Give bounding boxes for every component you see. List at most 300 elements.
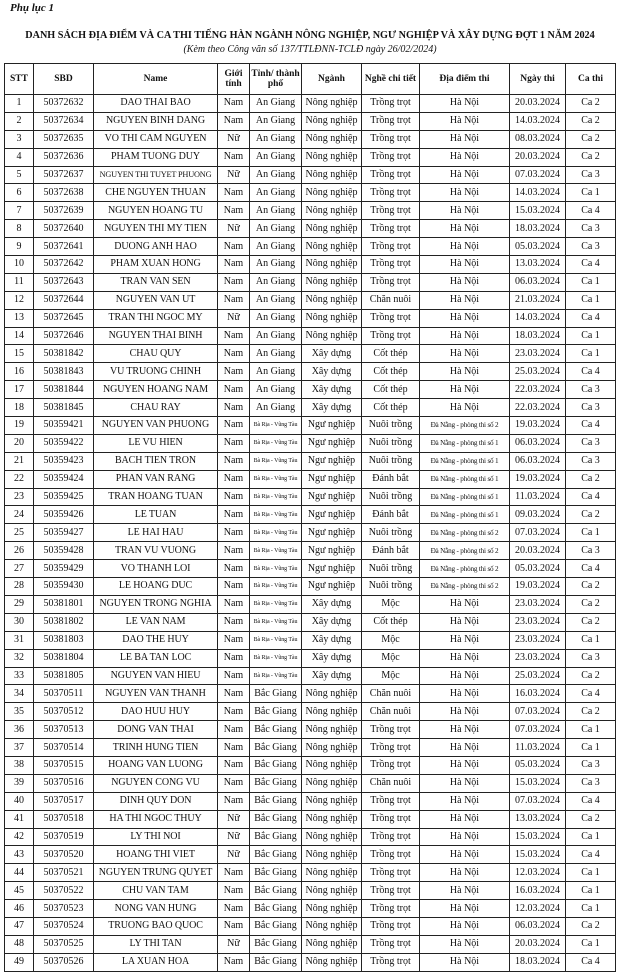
cell-sbd: 50372635 [34,130,94,148]
table-row [5,917,616,935]
cell-province: An Giang [250,399,302,417]
cell-sbd: 50370517 [34,792,94,810]
cell-exam-shift: Ca 3 [566,774,616,792]
cell-stt: 30 [5,613,34,631]
cell-stt: 42 [5,828,34,846]
cell-province: Bắc Giang [250,900,302,918]
cell-exam-shift: Ca 1 [566,864,616,882]
table-row [5,900,616,918]
cell-name: LY THI TAN [94,935,218,953]
cell-sector: Nông nghiệp [302,935,362,953]
cell-exam-date: 14.03.2024 [510,112,566,130]
cell-gender: Nam [218,917,250,935]
cell-name: TRUONG BAO QUOC [94,917,218,935]
cell-sector: Ngư nghiệp [302,488,362,506]
cell-stt: 17 [5,381,34,399]
header-province: Tỉnh/ thành phố [250,64,302,95]
header-exam-date: Ngày thi [510,64,566,95]
table-row [5,434,616,452]
cell-province: An Giang [250,202,302,220]
cell-occupation: Trồng trọt [362,917,420,935]
cell-occupation: Nuôi trồng [362,417,420,435]
table-row [5,542,616,560]
document-title: DANH SÁCH ĐỊA ĐIỂM VÀ CA THI TIẾNG HÀN NGÀNH NÔNG NGHIỆP, NGƯ NGHIỆP VÀ XÂY DỰNG ĐỢT 1 NĂM 2024 [25,30,595,41]
cell-exam-shift: Ca 2 [566,917,616,935]
cell-gender: Nam [218,327,250,345]
cell-name: NONG VAN HUNG [94,900,218,918]
cell-exam-shift: Ca 3 [566,399,616,417]
cell-exam-date: 16.03.2024 [510,882,566,900]
table-row [5,792,616,810]
cell-exam-location: Hà Nội [420,95,510,113]
cell-exam-date: 08.03.2024 [510,130,566,148]
cell-stt: 19 [5,417,34,435]
document-subtitle: (Kèm theo Công văn số 137/TTLĐNN-TCLĐ ngày 26/02/2024) [183,44,437,55]
cell-sbd: 50372642 [34,256,94,274]
cell-sbd: 50370524 [34,917,94,935]
cell-name: LE TUAN [94,506,218,524]
table-row [5,828,616,846]
cell-province: An Giang [250,148,302,166]
cell-gender: Nam [218,434,250,452]
cell-exam-location: Hà Nội [420,667,510,685]
cell-occupation: Trồng trọt [362,810,420,828]
cell-sector: Ngư nghiệp [302,506,362,524]
cell-occupation: Đánh bắt [362,506,420,524]
table-row [5,363,616,381]
cell-province: Bà Rịa - Vũng Tàu [250,470,302,488]
cell-sbd: 50381802 [34,613,94,631]
cell-gender: Nam [218,184,250,202]
cell-exam-date: 07.03.2024 [510,166,566,184]
cell-exam-shift: Ca 4 [566,685,616,703]
cell-province: Bắc Giang [250,721,302,739]
cell-gender: Nữ [218,130,250,148]
cell-occupation: Trồng trọt [362,756,420,774]
cell-gender: Nam [218,291,250,309]
cell-exam-date: 19.03.2024 [510,470,566,488]
cell-name: VO THANH LOI [94,560,218,578]
cell-stt: 31 [5,631,34,649]
cell-stt: 25 [5,524,34,542]
cell-stt: 11 [5,273,34,291]
cell-exam-shift: Ca 1 [566,721,616,739]
cell-gender: Nam [218,667,250,685]
cell-province: Bà Rịa - Vũng Tàu [250,542,302,560]
cell-sector: Nông nghiệp [302,756,362,774]
cell-gender: Nữ [218,846,250,864]
cell-stt: 15 [5,345,34,363]
table-row [5,220,616,238]
header-occupation: Nghề chi tiết [362,64,420,95]
cell-gender: Nam [218,112,250,130]
table-row [5,291,616,309]
cell-occupation: Trồng trọt [362,846,420,864]
cell-exam-shift: Ca 4 [566,309,616,327]
cell-sbd: 50381844 [34,381,94,399]
cell-province: Bắc Giang [250,953,302,971]
cell-sector: Nông nghiệp [302,774,362,792]
cell-sector: Ngư nghiệp [302,452,362,470]
cell-exam-date: 12.03.2024 [510,864,566,882]
cell-sector: Xây dựng [302,345,362,363]
cell-exam-date: 25.03.2024 [510,667,566,685]
cell-stt: 36 [5,721,34,739]
cell-exam-shift: Ca 2 [566,112,616,130]
table-row [5,756,616,774]
cell-occupation: Trồng trọt [362,202,420,220]
appendix-label: Phụ lục 1 [10,2,55,14]
cell-province: Bắc Giang [250,703,302,721]
cell-stt: 35 [5,703,34,721]
cell-stt: 44 [5,864,34,882]
cell-name: NGUYEN BINH DANG [94,112,218,130]
cell-exam-location: Hà Nội [420,792,510,810]
cell-exam-location: Hà Nội [420,631,510,649]
cell-exam-location: Hà Nội [420,864,510,882]
table-row [5,452,616,470]
cell-gender: Nam [218,721,250,739]
table-row [5,488,616,506]
cell-exam-location: Đà Nẵng - phòng thi số 1 [420,506,510,524]
cell-exam-shift: Ca 2 [566,810,616,828]
cell-province: Bắc Giang [250,846,302,864]
cell-exam-shift: Ca 1 [566,739,616,757]
cell-sector: Nông nghiệp [302,721,362,739]
cell-occupation: Chăn nuôi [362,291,420,309]
cell-exam-date: 12.03.2024 [510,900,566,918]
cell-exam-date: 18.03.2024 [510,327,566,345]
cell-name: VU TRUONG CHINH [94,363,218,381]
cell-sector: Ngư nghiệp [302,470,362,488]
cell-sbd: 50372632 [34,95,94,113]
cell-province: Bà Rịa - Vũng Tàu [250,649,302,667]
table-row [5,864,616,882]
table-row [5,649,616,667]
cell-sbd: 50372646 [34,327,94,345]
cell-province: An Giang [250,220,302,238]
cell-gender: Nam [218,685,250,703]
cell-exam-shift: Ca 3 [566,542,616,560]
cell-stt: 6 [5,184,34,202]
cell-occupation: Trồng trọt [362,721,420,739]
cell-exam-shift: Ca 4 [566,953,616,971]
cell-exam-date: 21.03.2024 [510,291,566,309]
cell-exam-location: Hà Nội [420,721,510,739]
cell-stt: 27 [5,560,34,578]
cell-gender: Nam [218,202,250,220]
cell-gender: Nam [218,882,250,900]
cell-sector: Nông nghiệp [302,202,362,220]
cell-province: Bà Rịa - Vũng Tàu [250,578,302,596]
cell-occupation: Chăn nuôi [362,703,420,721]
cell-gender: Nam [218,792,250,810]
cell-exam-location: Hà Nội [420,273,510,291]
cell-name: CHE NGUYEN THUAN [94,184,218,202]
cell-sbd: 50370522 [34,882,94,900]
cell-exam-date: 07.03.2024 [510,703,566,721]
table-row [5,685,616,703]
cell-exam-date: 06.03.2024 [510,452,566,470]
cell-gender: Nam [218,613,250,631]
cell-exam-date: 23.03.2024 [510,613,566,631]
cell-occupation: Trồng trọt [362,828,420,846]
cell-gender: Nam [218,595,250,613]
cell-occupation: Trồng trọt [362,935,420,953]
cell-exam-shift: Ca 4 [566,488,616,506]
cell-name: LE VAN NAM [94,613,218,631]
cell-occupation: Mộc [362,667,420,685]
cell-stt: 16 [5,363,34,381]
cell-exam-location: Hà Nội [420,935,510,953]
cell-exam-shift: Ca 1 [566,935,616,953]
cell-occupation: Trồng trọt [362,739,420,757]
cell-name: NGUYEN HOANG NAM [94,381,218,399]
cell-sector: Nông nghiệp [302,238,362,256]
cell-sector: Nông nghiệp [302,148,362,166]
cell-name: TRINH HUNG TIEN [94,739,218,757]
cell-occupation: Trồng trọt [362,273,420,291]
cell-exam-location: Đà Nẵng - phòng thi số 2 [420,524,510,542]
cell-exam-shift: Ca 1 [566,327,616,345]
cell-name: NGUYEN VAN UT [94,291,218,309]
cell-name: TRAN HOANG TUAN [94,488,218,506]
table-row [5,524,616,542]
cell-occupation: Trồng trọt [362,864,420,882]
cell-occupation: Cốt thép [362,613,420,631]
cell-province: An Giang [250,238,302,256]
cell-exam-location: Hà Nội [420,882,510,900]
header-exam-location: Địa điểm thi [420,64,510,95]
cell-province: Bắc Giang [250,935,302,953]
cell-name: NGUYEN TRONG NGHIA [94,595,218,613]
cell-gender: Nam [218,417,250,435]
cell-occupation: Trồng trọt [362,184,420,202]
cell-name: DUONG ANH HAO [94,238,218,256]
cell-exam-shift: Ca 2 [566,613,616,631]
cell-stt: 12 [5,291,34,309]
cell-province: Bắc Giang [250,756,302,774]
cell-exam-date: 05.03.2024 [510,238,566,256]
table-row [5,613,616,631]
cell-stt: 21 [5,452,34,470]
cell-province: Bà Rịa - Vũng Tàu [250,488,302,506]
cell-sbd: 50359425 [34,488,94,506]
cell-exam-shift: Ca 4 [566,846,616,864]
cell-sbd: 50359429 [34,560,94,578]
cell-exam-location: Đà Nẵng - phòng thi số 1 [420,488,510,506]
cell-sbd: 50381845 [34,399,94,417]
cell-name: NGUYEN VAN PHUONG [94,417,218,435]
cell-name: NGUYEN VAN THANH [94,685,218,703]
cell-occupation: Nuôi trồng [362,488,420,506]
cell-sbd: 50359422 [34,434,94,452]
cell-stt: 26 [5,542,34,560]
cell-stt: 20 [5,434,34,452]
table-row [5,112,616,130]
cell-sector: Ngư nghiệp [302,524,362,542]
cell-province: An Giang [250,309,302,327]
table-row [5,184,616,202]
cell-exam-location: Đà Nẵng - phòng thi số 1 [420,470,510,488]
cell-sbd: 50372640 [34,220,94,238]
table-row [5,273,616,291]
table-row [5,703,616,721]
cell-exam-date: 14.03.2024 [510,184,566,202]
cell-exam-shift: Ca 2 [566,506,616,524]
cell-province: Bắc Giang [250,810,302,828]
cell-gender: Nam [218,703,250,721]
cell-gender: Nam [218,864,250,882]
cell-occupation: Cốt thép [362,345,420,363]
cell-name: NGUYEN CONG VU [94,774,218,792]
cell-exam-location: Hà Nội [420,291,510,309]
table-row [5,846,616,864]
cell-sbd: 50359424 [34,470,94,488]
cell-province: Bắc Giang [250,685,302,703]
cell-sector: Nông nghiệp [302,256,362,274]
cell-stt: 8 [5,220,34,238]
table-row [5,148,616,166]
cell-sbd: 50381804 [34,649,94,667]
cell-name: DAO THAI BAO [94,95,218,113]
cell-gender: Nam [218,345,250,363]
cell-exam-date: 19.03.2024 [510,578,566,596]
cell-sbd: 50372645 [34,309,94,327]
cell-exam-date: 09.03.2024 [510,506,566,524]
cell-exam-shift: Ca 2 [566,667,616,685]
cell-exam-shift: Ca 1 [566,882,616,900]
table-row [5,810,616,828]
cell-gender: Nam [218,273,250,291]
cell-occupation: Trồng trọt [362,327,420,345]
cell-gender: Nam [218,452,250,470]
cell-occupation: Mộc [362,631,420,649]
cell-exam-location: Đà Nẵng - phòng thi số 2 [420,542,510,560]
cell-occupation: Trồng trọt [362,953,420,971]
cell-sbd: 50359423 [34,452,94,470]
header-exam-shift: Ca thi [566,64,616,95]
cell-exam-location: Hà Nội [420,703,510,721]
cell-exam-date: 07.03.2024 [510,524,566,542]
cell-gender: Nam [218,381,250,399]
cell-occupation: Trồng trọt [362,220,420,238]
cell-sbd: 50381805 [34,667,94,685]
cell-sector: Xây dựng [302,595,362,613]
cell-name: NGUYEN THAI BINH [94,327,218,345]
cell-stt: 23 [5,488,34,506]
cell-name: LY THI NOI [94,828,218,846]
cell-exam-location: Hà Nội [420,953,510,971]
cell-exam-date: 25.03.2024 [510,363,566,381]
cell-gender: Nam [218,95,250,113]
table-row [5,935,616,953]
cell-exam-shift: Ca 3 [566,166,616,184]
cell-gender: Nam [218,256,250,274]
cell-sbd: 50381843 [34,363,94,381]
cell-exam-shift: Ca 3 [566,238,616,256]
cell-sector: Nông nghiệp [302,291,362,309]
cell-exam-date: 22.03.2024 [510,399,566,417]
cell-exam-date: 05.03.2024 [510,560,566,578]
table-row [5,95,616,113]
cell-exam-shift: Ca 3 [566,220,616,238]
cell-gender: Nữ [218,309,250,327]
cell-stt: 24 [5,506,34,524]
cell-stt: 34 [5,685,34,703]
cell-province: An Giang [250,184,302,202]
cell-province: Bà Rịa - Vũng Tàu [250,595,302,613]
cell-exam-shift: Ca 1 [566,828,616,846]
cell-exam-location: Hà Nội [420,649,510,667]
table-row [5,309,616,327]
table-row [5,470,616,488]
cell-gender: Nam [218,470,250,488]
cell-exam-location: Hà Nội [420,810,510,828]
cell-sector: Nông nghiệp [302,685,362,703]
cell-province: An Giang [250,112,302,130]
cell-sbd: 50370518 [34,810,94,828]
cell-gender: Nam [218,900,250,918]
cell-sector: Ngư nghiệp [302,560,362,578]
cell-stt: 43 [5,846,34,864]
cell-occupation: Nuôi trồng [362,560,420,578]
cell-name: TRAN THI NGOC MY [94,309,218,327]
cell-exam-location: Hà Nội [420,309,510,327]
cell-sbd: 50372636 [34,148,94,166]
cell-sbd: 50372644 [34,291,94,309]
cell-name: NGUYEN THI TUYET PHUONG [94,166,218,184]
cell-gender: Nam [218,631,250,649]
cell-exam-shift: Ca 3 [566,452,616,470]
cell-sbd: 50372637 [34,166,94,184]
cell-occupation: Nuôi trồng [362,452,420,470]
cell-occupation: Trồng trọt [362,792,420,810]
cell-exam-shift: Ca 2 [566,470,616,488]
cell-occupation: Mộc [362,649,420,667]
cell-exam-date: 23.03.2024 [510,595,566,613]
cell-exam-location: Hà Nội [420,685,510,703]
cell-province: Bắc Giang [250,917,302,935]
cell-exam-date: 13.03.2024 [510,256,566,274]
cell-province: An Giang [250,363,302,381]
cell-name: LE VU HIEN [94,434,218,452]
cell-exam-shift: Ca 2 [566,703,616,721]
cell-province: Bắc Giang [250,828,302,846]
cell-name: BACH TIEN TRON [94,452,218,470]
cell-stt: 32 [5,649,34,667]
cell-sbd: 50370521 [34,864,94,882]
cell-exam-date: 23.03.2024 [510,631,566,649]
cell-exam-date: 13.03.2024 [510,810,566,828]
cell-province: Bắc Giang [250,864,302,882]
cell-province: Bà Rịa - Vũng Tàu [250,506,302,524]
cell-province: Bắc Giang [250,774,302,792]
cell-occupation: Chăn nuôi [362,685,420,703]
cell-exam-date: 07.03.2024 [510,792,566,810]
table-row [5,560,616,578]
cell-occupation: Nuôi trồng [362,578,420,596]
cell-name: TRAN VAN SEN [94,273,218,291]
cell-province: Bà Rịa - Vũng Tàu [250,417,302,435]
cell-occupation: Nuôi trồng [362,524,420,542]
cell-exam-shift: Ca 4 [566,363,616,381]
cell-province: Bà Rịa - Vũng Tàu [250,524,302,542]
cell-exam-location: Hà Nội [420,184,510,202]
cell-province: An Giang [250,327,302,345]
cell-exam-date: 07.03.2024 [510,721,566,739]
table-row [5,578,616,596]
